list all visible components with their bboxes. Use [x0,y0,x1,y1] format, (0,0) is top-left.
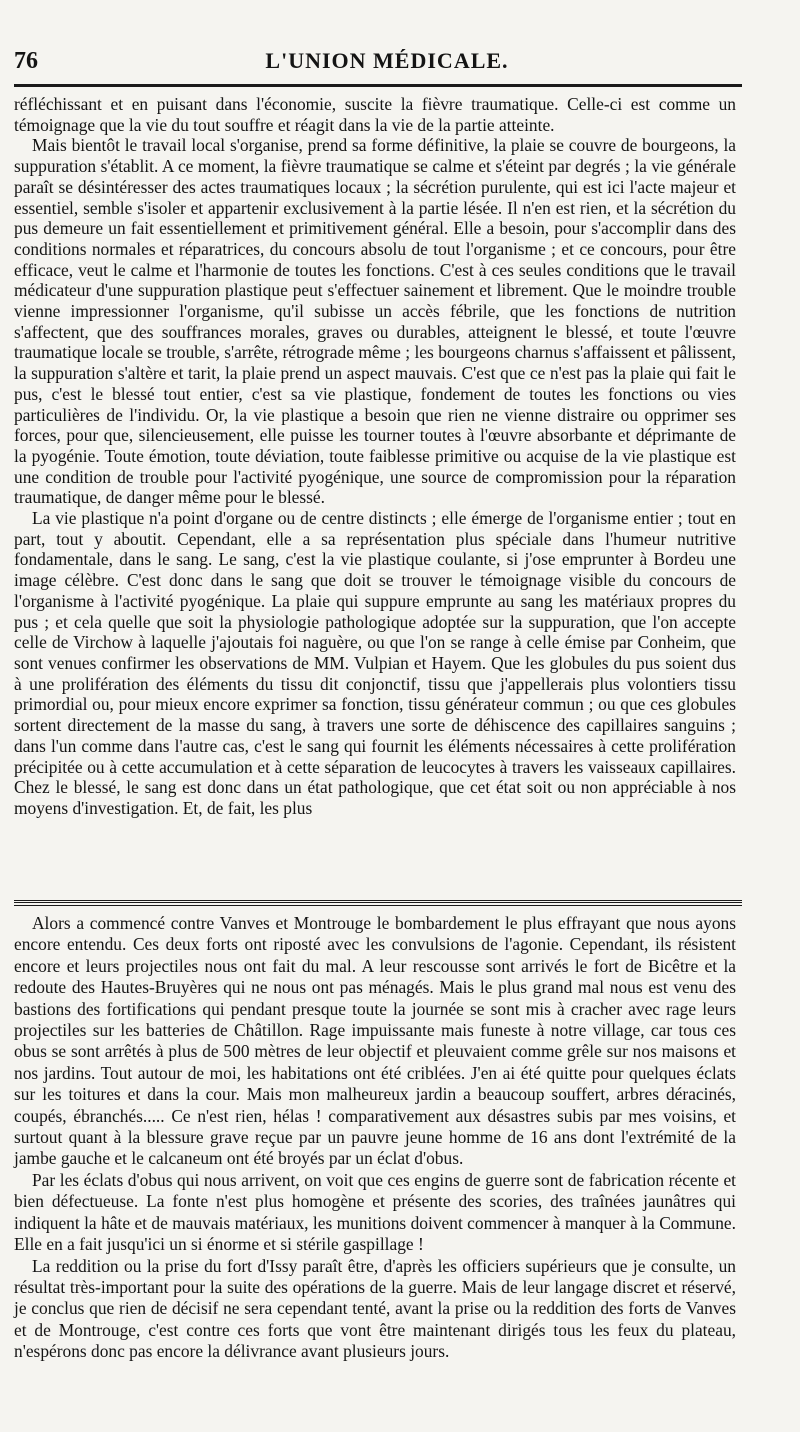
feuilleton-paragraph: Par les éclats d'obus qui nous arrivent, on voit que ces engins de guerre sont de fabrication récente et bien défectueuse. La fonte n'est plus homogène et présente des scories, des traînées jaunâtres qui indiquent la hâte et de mauvais matériaux, les munitions doivent commencer à manquer à la Commune. Elle en a fait jusqu'ici un si énorme et si stérile gaspillage ! [14,1169,736,1255]
page-number: 76 [14,48,38,74]
feuilleton-paragraph: Alors a commencé contre Vanves et Montrouge le bombardement le plus effrayant que nous ayons encore entendu. Ces deux forts ont riposté avec les convulsions de l'agonie. Cependant, ils résistent encore et leurs projectiles nous ont fait du mal. A leur rescousse sont arrivés le fort de Bicêtre et la redoute des Hautes-Bruyères qui ne nous ont pas ménagés. Mais le plus grand mal nous est venu des bastions des fortifications qui pendant presque toute la journée se sont mis à cracher avec rage leurs projectiles sur les batteries de Châtillon. Rage impuissante mais funeste à notre village, car tous ces obus se sont arrêtés à plus de 500 mètres de leur objectif et pleuvaient comme grêle sur nos maisons et nos jardins. Tout autour de moi, les habitations ont été criblées. J'en ai été quitte pour quelques éclats sur les toitures et dans la cour. Mais mon malheureux jardin a beaucoup souffert, arbres déracinés, coupés, ébranchés..... Ce n'est rien, hélas ! comparativement aux désastres subis par mes voisins, et surtout quant à la blessure grave reçue par un pauvre jeune homme de 16 ans dont l'extrémité de la jambe gauche et le calcaneum ont été broyés par un éclat d'obus. [14,913,736,1169]
journal-title: L'UNION MÉDICALE. [265,48,509,73]
article-body [14,94,736,819]
article-paragraph: réfléchissant et en puisant dans l'économie, suscite la fièvre traumatique. Celle-ci est comme un témoignage que la vie du tout souffre et réagit dans la vie de la partie atteinte. [14,94,736,135]
header-rule [14,84,742,87]
feuilleton-separator-rule [14,900,742,906]
article-paragraph: Mais bientôt le travail local s'organise, prend sa forme définitive, la plaie se couvre de bourgeons, la suppuration s'établit. A ce moment, la fièvre traumatique se calme et s'éteint par degrés ; la vie générale paraît se désintéresser des actes traumatiques locaux ; la sécrétion purulente, qui est ici l'acte majeur et essentiel, semble s'isoler et appartenir exclusivement à la partie lésée. Il n'en est rien, et la sécrétion du pus demeure un fait essentiellement et primitivement général. Elle a besoin, pour s'accomplir dans des conditions normales et réparatrices, du concours absolu de tout l'organisme ; et ce concours, pour être efficace, veut le calme et l'harmonie de toutes les fonctions. C'est à ces seules conditions que le travail médicateur d'une suppuration plastique peut s'effectuer sainement et librement. Que le moindre trouble vienne impressionner l'organisme, qu'il subisse un accès fébrile, que les fonctions de nutrition s'affectent, que des souffrances morales, graves ou durables, atteignent le blessé, et toute l'œuvre traumatique locale se trouble, s'arrête, rétrograde même ; les bourgeons charnus s'affaissent et pâlissent, la suppuration s'altère et tarit, la plaie prend un aspect mauvais. C'est que ce n'est pas la plaie qui fait le pus, c'est le blessé tout entier, c'est sa vie plastique, fondement de toutes les fonctions ou vies particulières de l'individu. Or, la vie plastique a besoin que rien ne vienne distraire ou opprimer ses forces, pour que, silencieusement, elle puisse les tourner toutes à l'œuvre absorbante et déprimante de la pyogénie. Toute émotion, toute déviation, toute faiblesse primitive ou acquise de la vie plastique est une condition de trouble pour l'activité pyogénique, une source de compromission pour la réparation traumatique, de danger même pour le blessé. [14,135,736,508]
feuilleton-paragraph: La reddition ou la prise du fort d'Issy paraît être, d'après les officiers supérieurs que je consulte, un résultat très-important pour la suite des opérations de la guerre. Mais de leur langage discret et réservé, je conclus que rien de décisif ne sera cependant tenté, avant la prise ou la reddition des forts de Vanves et de Montrouge, c'est contre ces forts que vont être maintenant dirigés tous les feux du plateau, n'espérons donc pas encore la délivrance avant plusieurs jours. [14,1255,736,1362]
article-paragraph: La vie plastique n'a point d'organe ou de centre distincts ; elle émerge de l'organisme entier ; tout en part, tout y aboutit. Cependant, elle a sa représentation plus spéciale dans l'humeur nutritive fondamentale, dans le sang. Le sang, c'est la vie plastique coulante, si j'ose emprunter à Bordeu une image célèbre. C'est donc dans le sang que doit se trouver le témoignage visible du concours de l'organisme à l'activité pyogénique. La plaie qui suppure emprunte au sang les matériaux propres du pus ; et cela quelle que soit la physiologie pathologique adoptée sur la suppuration, que l'on accepte celle de Virchow à laquelle j'ajoutais foi naguère, ou que l'on se range à celle émise par Conheim, que sont venues confirmer les observations de MM. Vulpian et Hayem. Que les globules du pus soient dus à une prolifération des éléments du tissu dit conjonctif, tissu que j'appellerais plus volontiers tissu primordial ou, pour mieux encore exprimer sa fonction, tissu générateur commun ; ou que ces globules sortent directement de la masse du sang, à travers une sorte de déhiscence des capillaires sanguins ; dans l'un comme dans l'autre cas, c'est le sang qui fournit les éléments nécessaires à cette prolifération précipitée ou à cette accumulation et à cette séparation de leucocytes à travers les vaisseaux capillaires. Chez le blessé, le sang est donc dans un état pathologique, que cet état soit ou non appréciable à nos moyens d'investigation. Et, de fait, les plus [14,508,736,818]
page-header [14,48,760,78]
feuilleton-body [14,913,736,1363]
